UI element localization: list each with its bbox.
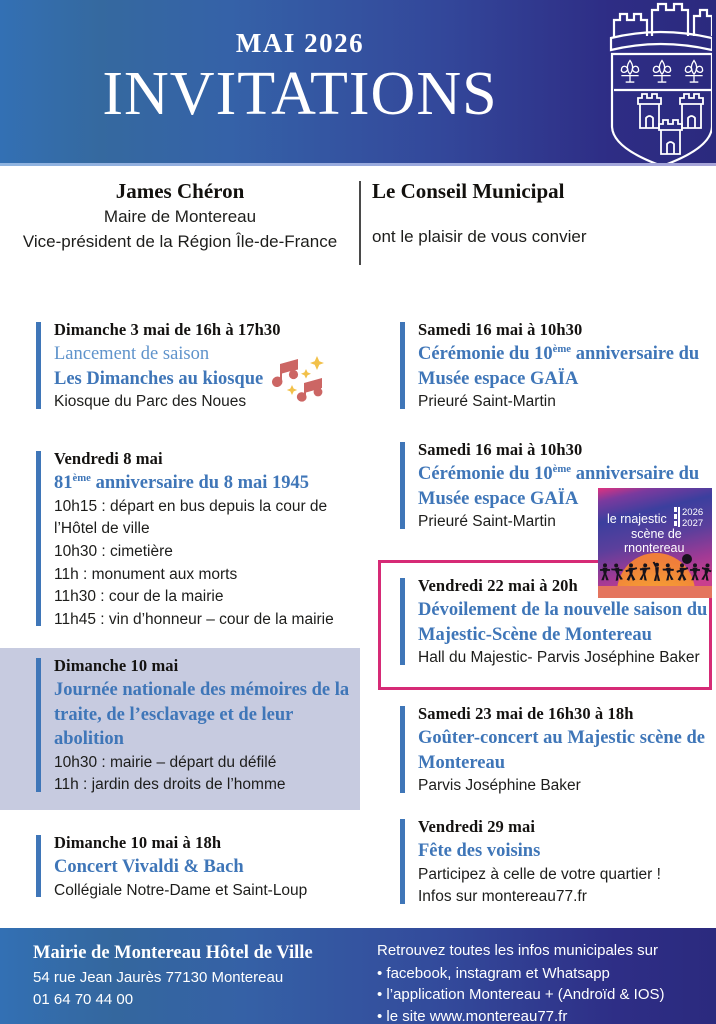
event-title-rest: anniversaire du Musée espace GAÏA — [418, 344, 700, 389]
mayor-role-2: Vice-président de la Région Île-de-France — [22, 231, 338, 251]
event-accent-bar — [400, 819, 405, 904]
event-title-prefix: Cérémonie du 10 — [418, 344, 553, 365]
mayor-name: James Chéron — [115, 179, 245, 203]
footer-info-item: • le site www.montereau77.fr — [377, 1008, 568, 1024]
footer-address: 54 rue Jean Jaurès 77130 Montereau — [33, 968, 284, 986]
event-accent-bar — [36, 322, 41, 409]
music-notes-icon — [272, 352, 334, 404]
event-date: Dimanche 10 mai à 18h — [54, 833, 222, 852]
event-subtitle: Lancement de saison — [54, 343, 210, 364]
council-invitation-text: ont le plaisir de vous convier — [372, 227, 587, 247]
event-date: Vendredi 29 mai — [418, 817, 536, 836]
event-schedule-line: 11h45 : vin d’honneur – cour de la mairie — [54, 610, 334, 628]
event-date: Vendredi 22 mai à 20h — [418, 576, 578, 595]
council-block — [372, 178, 712, 250]
event-detail-line: Participez à celle de votre quartier ! — [418, 865, 661, 883]
event-schedule-line: 10h30 : cimetière — [54, 542, 173, 560]
mayor-role-1: Maire de Montereau — [103, 207, 257, 227]
event-item[interactable] — [36, 654, 366, 797]
event-location: Prieuré Saint-Martin — [418, 393, 556, 411]
majestic-line-3: rnontereau — [624, 541, 685, 555]
event-title — [54, 471, 374, 496]
footer-info-heading: Retrouvez toutes les infos municipales sur — [377, 942, 658, 959]
event-title — [418, 342, 716, 391]
event-accent-bar — [400, 578, 405, 665]
event-accent-bar — [36, 658, 41, 792]
event-date: Samedi 16 mai à 10h30 — [418, 440, 583, 459]
event-title: Journée nationale des mémoires de la traite, de l’esclavage et de leur abolition — [54, 679, 350, 750]
majestic-year-1: 2026 — [682, 507, 704, 518]
event-accent-bar — [400, 322, 405, 409]
event-title-rest: anniversaire du 8 mai 1945 — [90, 473, 310, 494]
majestic-year-2: 2027 — [682, 518, 704, 529]
majestic-line-2: scène de — [631, 527, 682, 541]
footer-info-item: • l’application Montereau + (Androïd & IOS) — [377, 986, 665, 1004]
poster-footer — [0, 928, 716, 1024]
event-title-prefix: 81 — [54, 473, 73, 494]
event-item[interactable] — [400, 318, 716, 414]
event-location: Kiosque du Parc des Noues — [54, 393, 247, 411]
event-schedule-line: 11h : monument aux morts — [54, 565, 238, 583]
event-accent-bar — [36, 451, 41, 626]
ordinal-suffix: ème — [72, 471, 91, 484]
signatories-divider — [359, 181, 361, 265]
footer-phone: 01 64 70 44 00 — [33, 990, 134, 1008]
event-detail-line: Infos sur montereau77.fr — [418, 888, 587, 906]
montereau-coat-of-arms-icon — [608, 0, 712, 163]
event-date: Vendredi 8 mai — [54, 449, 163, 468]
event-location: Collégiale Notre-Dame et Saint-Loup — [54, 881, 308, 899]
event-accent-bar — [36, 835, 41, 897]
event-date: Samedi 23 mai de 16h30 à 18h — [418, 704, 634, 723]
event-date: Samedi 16 mai à 10h30 — [418, 320, 583, 339]
ordinal-suffix: ème — [552, 462, 572, 475]
event-title: Concert Vivaldi & Bach — [54, 856, 244, 877]
footer-info-item: • facebook, instagram et Whatsapp — [377, 964, 610, 982]
event-title: Fête des voisins — [418, 840, 541, 861]
event-title-rest: anniversaire du Musée espace GAÏA — [418, 464, 700, 509]
event-title: Les Dimanches au kiosque — [54, 368, 264, 389]
event-date: Dimanche 10 mai — [54, 656, 179, 675]
mayor-block — [10, 178, 350, 255]
page-title: INVITATIONS — [102, 60, 498, 128]
event-title: Goûter-concert au Majestic scène de Montereau — [418, 727, 705, 773]
event-location: Parvis Joséphine Baker — [418, 777, 581, 795]
footer-info-block — [377, 940, 707, 1024]
ordinal-suffix: ème — [552, 342, 572, 355]
signatories-band — [0, 178, 716, 278]
event-accent-bar — [400, 706, 405, 793]
event-location: Prieuré Saint-Martin — [418, 513, 556, 531]
event-location: Hall du Majestic- Parvis Joséphine Baker — [418, 649, 700, 667]
event-accent-bar — [400, 442, 405, 529]
majestic-line-1: le rnajestic — [607, 512, 667, 526]
header-month: MAI 2026 — [235, 28, 365, 58]
event-item[interactable] — [400, 702, 716, 798]
event-schedule-line: 11h30 : cour de la mairie — [54, 588, 224, 606]
event-schedule-line: 10h15 : départ en bus depuis la cour de — [54, 497, 328, 515]
event-date: Dimanche 3 mai de 16h à 17h30 — [54, 320, 281, 339]
event-item[interactable] — [400, 815, 716, 909]
event-item[interactable] — [36, 831, 366, 902]
event-schedule-line: 11h : jardin des droits de l’homme — [54, 776, 286, 794]
event-title: Dévoilement de la nouvelle saison du Majestic-Scène de Montereau — [418, 599, 708, 645]
event-schedule-line: 10h30 : mairie – départ du défilé — [54, 753, 277, 771]
majestic-season-poster-image — [598, 488, 712, 598]
footer-contact-block — [33, 941, 363, 1010]
event-item[interactable] — [36, 447, 374, 631]
event-title-prefix: Cérémonie du 10 — [418, 464, 553, 485]
footer-title: Mairie de Montereau Hôtel de Ville — [33, 943, 313, 963]
poster-header — [0, 0, 716, 163]
event-schedule-line: l’Hôtel de ville — [54, 520, 150, 538]
council-name: Le Conseil Municipal — [372, 179, 565, 203]
events-column-right — [378, 310, 716, 920]
header-underline — [0, 163, 716, 166]
